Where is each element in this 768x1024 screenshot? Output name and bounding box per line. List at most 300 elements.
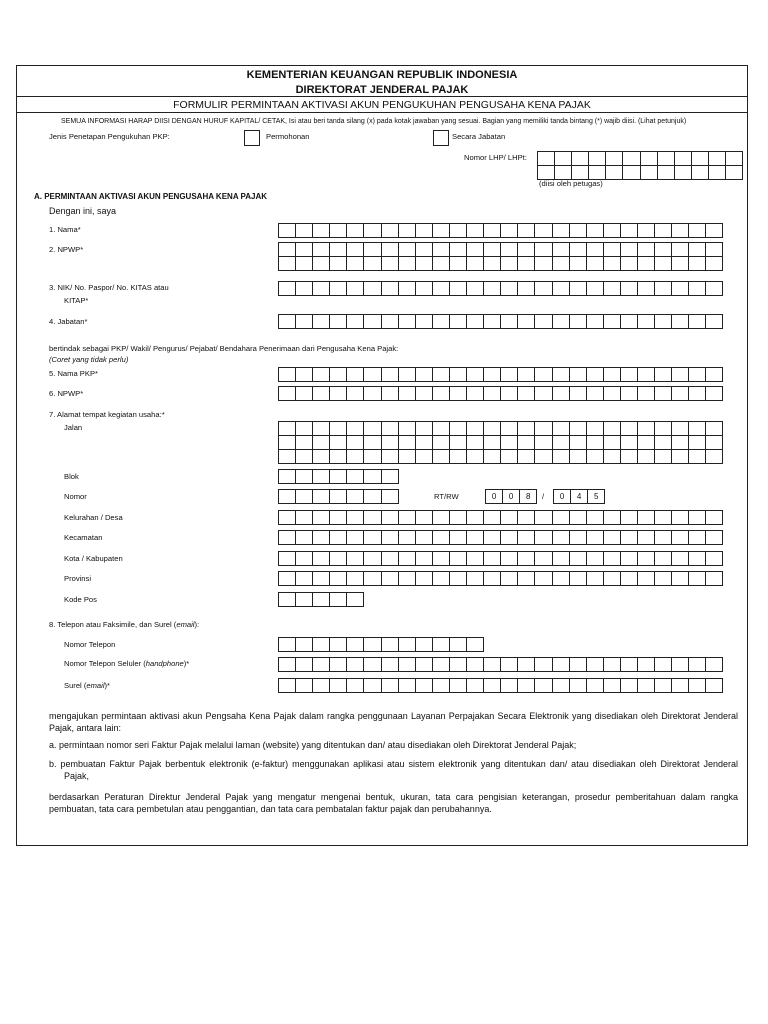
input-cell[interactable] xyxy=(313,638,330,651)
input-cell[interactable] xyxy=(604,552,621,565)
input-cell[interactable] xyxy=(467,387,484,400)
input-cell[interactable] xyxy=(467,679,484,692)
input-cell[interactable] xyxy=(467,638,484,651)
input-cell[interactable] xyxy=(621,243,638,256)
input-cell[interactable] xyxy=(621,224,638,237)
input-cell[interactable] xyxy=(535,282,552,295)
input-cell[interactable] xyxy=(433,572,450,585)
input-cell[interactable] xyxy=(382,531,399,544)
input-cell[interactable] xyxy=(621,282,638,295)
input-cell[interactable] xyxy=(296,638,313,651)
input-cell[interactable] xyxy=(279,658,296,671)
input-cell[interactable] xyxy=(416,422,433,435)
input-cell[interactable] xyxy=(589,166,606,179)
input-cell[interactable] xyxy=(450,315,467,328)
input-cell[interactable] xyxy=(347,593,364,606)
input-cell[interactable] xyxy=(641,152,658,165)
input-cell[interactable] xyxy=(279,368,296,381)
input-cell[interactable] xyxy=(689,224,706,237)
input-cell[interactable] xyxy=(364,387,381,400)
input-cell[interactable] xyxy=(587,243,604,256)
input-cell[interactable] xyxy=(535,450,552,463)
input-cell[interactable] xyxy=(347,572,364,585)
input-cell[interactable] xyxy=(467,243,484,256)
input-cell[interactable] xyxy=(296,593,313,606)
input-cell[interactable] xyxy=(535,387,552,400)
input-cell[interactable] xyxy=(330,282,347,295)
input-cell[interactable] xyxy=(416,511,433,524)
input-cell[interactable] xyxy=(675,166,692,179)
input-cell[interactable]: 5 xyxy=(588,490,605,503)
input-cell[interactable] xyxy=(535,679,552,692)
input-cell[interactable] xyxy=(313,368,330,381)
input-cell[interactable] xyxy=(279,387,296,400)
input-cell[interactable] xyxy=(467,436,484,449)
input-cell[interactable] xyxy=(572,152,589,165)
input-cell[interactable] xyxy=(706,679,723,692)
input-cell[interactable] xyxy=(382,658,399,671)
input-cell[interactable] xyxy=(621,315,638,328)
input-cell[interactable] xyxy=(658,166,675,179)
input-cell[interactable] xyxy=(433,450,450,463)
rt-input[interactable] xyxy=(485,489,537,504)
input-cell[interactable] xyxy=(518,422,535,435)
input-cell[interactable] xyxy=(484,315,501,328)
seluler-input[interactable] xyxy=(278,657,723,672)
input-cell[interactable] xyxy=(641,166,658,179)
input-cell[interactable] xyxy=(279,470,296,483)
input-cell[interactable] xyxy=(689,658,706,671)
input-cell[interactable] xyxy=(672,679,689,692)
input-cell[interactable] xyxy=(467,658,484,671)
kelurahan-input[interactable] xyxy=(278,510,723,525)
input-cell[interactable] xyxy=(364,658,381,671)
jalan-input-row1[interactable] xyxy=(278,421,723,436)
input-cell[interactable] xyxy=(330,368,347,381)
input-cell[interactable] xyxy=(330,658,347,671)
input-cell[interactable] xyxy=(692,166,709,179)
input-cell[interactable] xyxy=(535,436,552,449)
input-cell[interactable] xyxy=(399,422,416,435)
input-cell[interactable] xyxy=(416,572,433,585)
input-cell[interactable] xyxy=(399,436,416,449)
input-cell[interactable] xyxy=(535,257,552,270)
input-cell[interactable] xyxy=(364,436,381,449)
input-cell[interactable] xyxy=(501,552,518,565)
input-cell[interactable] xyxy=(382,552,399,565)
input-cell[interactable] xyxy=(672,450,689,463)
input-cell[interactable] xyxy=(450,422,467,435)
nomor-lhp-input-row2[interactable] xyxy=(537,165,743,180)
input-cell[interactable] xyxy=(655,387,672,400)
input-cell[interactable] xyxy=(726,166,743,179)
input-cell[interactable] xyxy=(518,224,535,237)
input-cell[interactable] xyxy=(382,470,399,483)
input-cell[interactable] xyxy=(364,552,381,565)
kota-input[interactable] xyxy=(278,551,723,566)
provinsi-input[interactable] xyxy=(278,571,723,586)
input-cell[interactable] xyxy=(450,368,467,381)
npwp-pkp-input[interactable] xyxy=(278,386,723,401)
input-cell[interactable] xyxy=(518,531,535,544)
input-cell[interactable]: 8 xyxy=(520,490,537,503)
input-cell[interactable] xyxy=(518,387,535,400)
input-cell[interactable] xyxy=(587,257,604,270)
input-cell[interactable] xyxy=(501,531,518,544)
input-cell[interactable] xyxy=(638,387,655,400)
input-cell[interactable] xyxy=(604,257,621,270)
input-cell[interactable] xyxy=(655,552,672,565)
input-cell[interactable] xyxy=(638,224,655,237)
kodepos-input[interactable] xyxy=(278,592,364,607)
input-cell[interactable] xyxy=(621,422,638,435)
input-cell[interactable] xyxy=(638,658,655,671)
input-cell[interactable] xyxy=(296,470,313,483)
input-cell[interactable] xyxy=(382,315,399,328)
input-cell[interactable] xyxy=(484,282,501,295)
input-cell[interactable] xyxy=(553,243,570,256)
input-cell[interactable] xyxy=(689,531,706,544)
input-cell[interactable] xyxy=(501,450,518,463)
input-cell[interactable] xyxy=(450,511,467,524)
input-cell[interactable] xyxy=(706,387,723,400)
jabatan-input[interactable] xyxy=(278,314,723,329)
input-cell[interactable] xyxy=(296,552,313,565)
input-cell[interactable] xyxy=(279,511,296,524)
input-cell[interactable] xyxy=(330,224,347,237)
input-cell[interactable] xyxy=(638,243,655,256)
input-cell[interactable] xyxy=(433,679,450,692)
input-cell[interactable] xyxy=(501,257,518,270)
input-cell[interactable] xyxy=(606,152,623,165)
input-cell[interactable] xyxy=(296,387,313,400)
surel-input[interactable] xyxy=(278,678,723,693)
input-cell[interactable] xyxy=(467,282,484,295)
input-cell[interactable] xyxy=(518,315,535,328)
input-cell[interactable] xyxy=(399,368,416,381)
input-cell[interactable] xyxy=(604,282,621,295)
input-cell[interactable] xyxy=(706,257,723,270)
input-cell[interactable] xyxy=(689,572,706,585)
input-cell[interactable] xyxy=(623,166,640,179)
input-cell[interactable] xyxy=(689,368,706,381)
input-cell[interactable] xyxy=(570,387,587,400)
input-cell[interactable] xyxy=(296,368,313,381)
input-cell[interactable] xyxy=(587,679,604,692)
input-cell[interactable] xyxy=(364,450,381,463)
input-cell[interactable] xyxy=(655,224,672,237)
input-cell[interactable] xyxy=(416,679,433,692)
input-cell[interactable] xyxy=(382,436,399,449)
input-cell[interactable] xyxy=(604,224,621,237)
input-cell[interactable] xyxy=(518,450,535,463)
input-cell[interactable] xyxy=(518,257,535,270)
input-cell[interactable] xyxy=(655,368,672,381)
input-cell[interactable] xyxy=(433,436,450,449)
input-cell[interactable] xyxy=(726,152,743,165)
input-cell[interactable] xyxy=(587,282,604,295)
input-cell[interactable] xyxy=(604,450,621,463)
input-cell[interactable] xyxy=(570,422,587,435)
input-cell[interactable] xyxy=(399,572,416,585)
input-cell[interactable] xyxy=(330,470,347,483)
input-cell[interactable] xyxy=(604,368,621,381)
input-cell[interactable] xyxy=(450,282,467,295)
input-cell[interactable] xyxy=(484,658,501,671)
input-cell[interactable] xyxy=(382,572,399,585)
input-cell[interactable] xyxy=(672,315,689,328)
input-cell[interactable] xyxy=(570,368,587,381)
input-cell[interactable] xyxy=(672,658,689,671)
input-cell[interactable] xyxy=(450,243,467,256)
input-cell[interactable] xyxy=(279,593,296,606)
input-cell[interactable] xyxy=(416,282,433,295)
input-cell[interactable] xyxy=(296,224,313,237)
input-cell[interactable] xyxy=(501,511,518,524)
input-cell[interactable] xyxy=(655,572,672,585)
input-cell[interactable] xyxy=(450,450,467,463)
input-cell[interactable] xyxy=(313,243,330,256)
input-cell[interactable] xyxy=(570,436,587,449)
npwp-input-row2[interactable] xyxy=(278,256,723,271)
blok-input[interactable] xyxy=(278,469,399,484)
input-cell[interactable] xyxy=(638,315,655,328)
input-cell[interactable] xyxy=(535,368,552,381)
input-cell[interactable] xyxy=(570,679,587,692)
input-cell[interactable] xyxy=(296,450,313,463)
input-cell[interactable] xyxy=(330,436,347,449)
input-cell[interactable] xyxy=(706,572,723,585)
input-cell[interactable] xyxy=(570,552,587,565)
input-cell[interactable] xyxy=(347,679,364,692)
input-cell[interactable] xyxy=(450,679,467,692)
input-cell[interactable] xyxy=(279,638,296,651)
input-cell[interactable] xyxy=(535,224,552,237)
input-cell[interactable] xyxy=(638,422,655,435)
input-cell[interactable] xyxy=(572,166,589,179)
input-cell[interactable] xyxy=(279,679,296,692)
input-cell[interactable] xyxy=(416,638,433,651)
input-cell[interactable] xyxy=(501,679,518,692)
input-cell[interactable] xyxy=(553,224,570,237)
input-cell[interactable] xyxy=(501,368,518,381)
input-cell[interactable] xyxy=(399,224,416,237)
input-cell[interactable] xyxy=(638,679,655,692)
input-cell[interactable] xyxy=(313,552,330,565)
input-cell[interactable] xyxy=(606,166,623,179)
input-cell[interactable] xyxy=(501,224,518,237)
input-cell[interactable] xyxy=(296,422,313,435)
input-cell[interactable] xyxy=(364,224,381,237)
input-cell[interactable] xyxy=(553,531,570,544)
input-cell[interactable] xyxy=(467,422,484,435)
input-cell[interactable] xyxy=(450,638,467,651)
input-cell[interactable] xyxy=(655,450,672,463)
jalan-input-row2[interactable] xyxy=(278,435,723,450)
input-cell[interactable] xyxy=(382,224,399,237)
input-cell[interactable] xyxy=(587,552,604,565)
input-cell[interactable] xyxy=(689,257,706,270)
input-cell[interactable] xyxy=(364,470,381,483)
input-cell[interactable] xyxy=(501,572,518,585)
input-cell[interactable] xyxy=(296,257,313,270)
input-cell[interactable] xyxy=(604,531,621,544)
input-cell[interactable] xyxy=(604,572,621,585)
input-cell[interactable] xyxy=(589,152,606,165)
input-cell[interactable] xyxy=(347,552,364,565)
input-cell[interactable] xyxy=(467,315,484,328)
input-cell[interactable] xyxy=(553,436,570,449)
input-cell[interactable] xyxy=(501,422,518,435)
input-cell[interactable] xyxy=(672,572,689,585)
input-cell[interactable] xyxy=(347,490,364,503)
input-cell[interactable] xyxy=(535,243,552,256)
input-cell[interactable] xyxy=(655,315,672,328)
input-cell[interactable] xyxy=(399,531,416,544)
input-cell[interactable] xyxy=(364,282,381,295)
input-cell[interactable] xyxy=(313,572,330,585)
input-cell[interactable] xyxy=(689,387,706,400)
input-cell[interactable] xyxy=(450,572,467,585)
input-cell[interactable] xyxy=(382,490,399,503)
input-cell[interactable] xyxy=(364,638,381,651)
input-cell[interactable] xyxy=(672,368,689,381)
input-cell[interactable] xyxy=(689,422,706,435)
input-cell[interactable] xyxy=(279,552,296,565)
input-cell[interactable] xyxy=(689,282,706,295)
input-cell[interactable] xyxy=(570,658,587,671)
input-cell[interactable] xyxy=(330,511,347,524)
nomor-lhp-input-row1[interactable] xyxy=(537,151,743,166)
input-cell[interactable] xyxy=(416,224,433,237)
jalan-input-row3[interactable] xyxy=(278,449,723,464)
input-cell[interactable] xyxy=(538,152,555,165)
input-cell[interactable] xyxy=(433,315,450,328)
input-cell[interactable] xyxy=(538,166,555,179)
input-cell[interactable] xyxy=(587,511,604,524)
input-cell[interactable] xyxy=(433,658,450,671)
input-cell[interactable] xyxy=(279,315,296,328)
input-cell[interactable] xyxy=(706,368,723,381)
input-cell[interactable] xyxy=(692,152,709,165)
input-cell[interactable] xyxy=(484,531,501,544)
input-cell[interactable] xyxy=(501,436,518,449)
input-cell[interactable] xyxy=(553,552,570,565)
input-cell[interactable] xyxy=(706,422,723,435)
input-cell[interactable] xyxy=(484,436,501,449)
input-cell[interactable] xyxy=(382,282,399,295)
input-cell[interactable] xyxy=(364,572,381,585)
input-cell[interactable] xyxy=(638,436,655,449)
input-cell[interactable] xyxy=(553,422,570,435)
input-cell[interactable] xyxy=(313,450,330,463)
input-cell[interactable] xyxy=(484,368,501,381)
input-cell[interactable] xyxy=(313,490,330,503)
input-cell[interactable] xyxy=(570,531,587,544)
input-cell[interactable] xyxy=(689,315,706,328)
input-cell[interactable] xyxy=(364,490,381,503)
input-cell[interactable] xyxy=(347,511,364,524)
input-cell[interactable] xyxy=(672,243,689,256)
input-cell[interactable] xyxy=(553,282,570,295)
input-cell[interactable] xyxy=(279,224,296,237)
input-cell[interactable] xyxy=(347,422,364,435)
nama-input[interactable] xyxy=(278,223,723,238)
input-cell[interactable] xyxy=(484,243,501,256)
input-cell[interactable] xyxy=(518,436,535,449)
input-cell[interactable] xyxy=(587,387,604,400)
input-cell[interactable] xyxy=(638,257,655,270)
input-cell[interactable] xyxy=(689,552,706,565)
input-cell[interactable] xyxy=(467,450,484,463)
input-cell[interactable] xyxy=(484,224,501,237)
input-cell[interactable] xyxy=(484,422,501,435)
input-cell[interactable] xyxy=(621,257,638,270)
input-cell[interactable] xyxy=(570,572,587,585)
input-cell[interactable] xyxy=(279,257,296,270)
input-cell[interactable] xyxy=(313,315,330,328)
input-cell[interactable] xyxy=(655,511,672,524)
input-cell[interactable] xyxy=(399,658,416,671)
input-cell[interactable] xyxy=(553,572,570,585)
input-cell[interactable] xyxy=(382,450,399,463)
input-cell[interactable] xyxy=(501,315,518,328)
input-cell[interactable] xyxy=(638,368,655,381)
input-cell[interactable] xyxy=(623,152,640,165)
input-cell[interactable] xyxy=(604,511,621,524)
input-cell[interactable] xyxy=(706,511,723,524)
kecamatan-input[interactable] xyxy=(278,530,723,545)
input-cell[interactable] xyxy=(621,679,638,692)
input-cell[interactable] xyxy=(330,552,347,565)
input-cell[interactable] xyxy=(501,282,518,295)
input-cell[interactable] xyxy=(347,658,364,671)
input-cell[interactable] xyxy=(382,368,399,381)
input-cell[interactable] xyxy=(433,257,450,270)
input-cell[interactable] xyxy=(330,257,347,270)
input-cell[interactable] xyxy=(313,282,330,295)
input-cell[interactable] xyxy=(535,572,552,585)
input-cell[interactable] xyxy=(587,436,604,449)
nik-input[interactable] xyxy=(278,281,723,296)
input-cell[interactable] xyxy=(655,243,672,256)
input-cell[interactable] xyxy=(553,679,570,692)
input-cell[interactable] xyxy=(364,257,381,270)
input-cell[interactable] xyxy=(621,658,638,671)
input-cell[interactable] xyxy=(467,511,484,524)
input-cell[interactable] xyxy=(279,572,296,585)
input-cell[interactable] xyxy=(535,511,552,524)
input-cell[interactable] xyxy=(709,152,726,165)
input-cell[interactable] xyxy=(570,315,587,328)
input-cell[interactable] xyxy=(570,243,587,256)
input-cell[interactable] xyxy=(399,387,416,400)
input-cell[interactable] xyxy=(347,282,364,295)
input-cell[interactable] xyxy=(570,224,587,237)
input-cell[interactable] xyxy=(484,552,501,565)
input-cell[interactable] xyxy=(433,243,450,256)
input-cell[interactable] xyxy=(313,387,330,400)
input-cell[interactable] xyxy=(279,243,296,256)
input-cell[interactable] xyxy=(706,243,723,256)
input-cell[interactable] xyxy=(347,368,364,381)
input-cell[interactable] xyxy=(535,658,552,671)
nama-pkp-input[interactable] xyxy=(278,367,723,382)
input-cell[interactable] xyxy=(296,531,313,544)
input-cell[interactable] xyxy=(399,638,416,651)
input-cell[interactable] xyxy=(638,552,655,565)
input-cell[interactable] xyxy=(570,257,587,270)
